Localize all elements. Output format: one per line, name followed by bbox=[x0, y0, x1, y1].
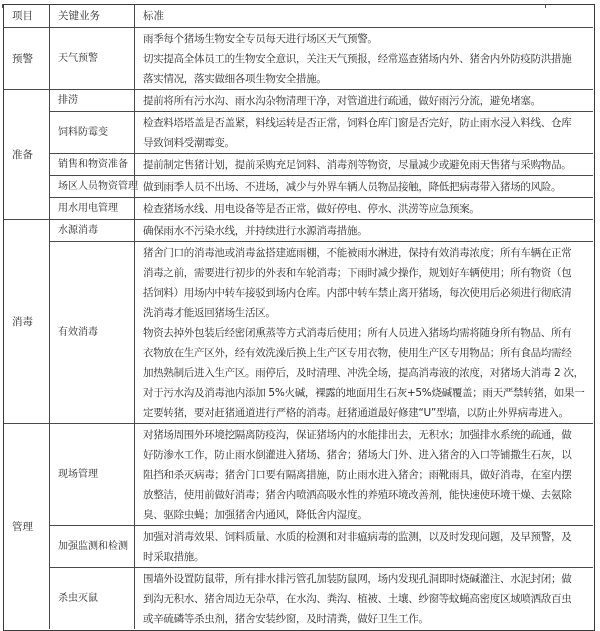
standard-cell bbox=[134, 111, 593, 153]
group-item-cell: 准备 bbox=[4, 89, 49, 219]
standard-cell bbox=[134, 241, 593, 423]
standard-text bbox=[143, 221, 587, 241]
standard-text bbox=[143, 113, 587, 153]
standard-line: 雨季每个猪场生物安全专员每天进行场区天气预警。 bbox=[143, 32, 378, 45]
business-cell: 有效消毒 bbox=[49, 241, 134, 423]
standard-line: 对猪场周围外环境挖隔离防疫沟，保证猪场内的水能排出去，无积水；加强排水系统的疏通，做 bbox=[143, 428, 572, 441]
business-cell: 现场管理 bbox=[49, 423, 134, 525]
standard-line: 时采取措施。 bbox=[143, 550, 205, 563]
standard-line: 或辛硫磷等杀虫剂，猪舍安装纱窗，及时清粪，做好卫生工作。 bbox=[143, 612, 429, 625]
standard-line: 导致饲料受潮霉变。 bbox=[143, 136, 235, 149]
header-item: 项目 bbox=[12, 10, 33, 22]
standard-text bbox=[143, 29, 587, 89]
business-cell: 水源消毒 bbox=[49, 219, 134, 241]
standard-line: 确保雨水不污染水线，并持续进行水源消毒措施。 bbox=[143, 224, 368, 237]
standard-text bbox=[143, 425, 587, 525]
standard-cell bbox=[134, 175, 593, 197]
standard-line: 检查料塔塔盖是否盖紧，料线运转是否正常，饲料仓库门窗是否完好，防止雨水浸入料线、仓库 bbox=[143, 116, 572, 129]
header-business: 关键业务 bbox=[49, 5, 134, 27]
standard-line: 括饲料）用场内中转车接驳到场内仓库。内部中转车禁止离开猪场，每次使用后必须进行彻底清 bbox=[143, 286, 572, 299]
standard-line: 衣物放在生产区外，经有效洗澡后换上生产区专用衣物，使用生产区专用物品；所有食品均需经 bbox=[143, 346, 572, 359]
standard-text bbox=[143, 527, 587, 567]
business-cell: 杀虫灭鼠 bbox=[49, 567, 134, 629]
standard-cell bbox=[134, 525, 593, 567]
standard-text bbox=[143, 243, 587, 423]
standard-line: 物资去掉外包装后经密闭熏蒸等方式消毒后使用；所有人员进入猪场均需将随身所有物品、所有 bbox=[143, 326, 572, 339]
standard-line: 阻挡和杀灭病毒；猪舍门口要有隔离措施，防止雨水进入猪舍；雨靴雨具，做好消毒，在室内摆 bbox=[143, 468, 572, 481]
group-item-cell: 消毒 bbox=[4, 219, 49, 423]
standard-line: 定要转猪，要对赶猪通道进行严格的消毒。赶猪通道最好修建“U”型墙，以防止外界病毒进入。 bbox=[143, 406, 569, 419]
standard-line: 放整洁，使用前做好消毒；猪舍内喷洒高吸水性的养殖环境改善剂，能快速使环境干燥、去氨除 bbox=[143, 488, 572, 501]
rainy-season-biosecurity-table bbox=[3, 4, 595, 631]
standard-line: 落实情况，落实做细各项生物安全措施。 bbox=[143, 72, 327, 85]
business-cell: 销售和物资准备 bbox=[49, 153, 134, 175]
standard-line: 加强对消毒效果、饲料质量、水质的检测和对非瘟病毒的监测，以及时发现问题，及早预警，及 bbox=[143, 530, 572, 543]
business-cell: 排涝 bbox=[49, 89, 134, 111]
group-item-cell: 管理 bbox=[4, 423, 49, 629]
business-cell: 用水用电管理 bbox=[49, 197, 134, 219]
standard-line: 消毒之前，需要进行初步的外表和车轮消毒；下雨时减少操作，规划好车辆使用；所有物资（包 bbox=[143, 266, 572, 279]
standard-cell bbox=[134, 197, 593, 219]
standard-text bbox=[143, 155, 587, 175]
standard-line: 加热熟制后进入生产区。雨停后，及时清理、冲洗全场，提高消毒液的浓度，对猪场大消毒 2 次， bbox=[143, 366, 584, 379]
standard-line: 提前将所有污水沟、雨水沟杂物清理干净，对管道进行疏通，做好雨污分流，避免堵塞。 bbox=[143, 94, 541, 107]
header-standard: 标准 bbox=[134, 5, 593, 27]
standard-line: 臭、驱除虫蝇；加强猪舍内通风，降低舍内湿度。 bbox=[143, 508, 368, 521]
business-cell: 场区人员物资管理 bbox=[49, 175, 134, 197]
standard-text bbox=[143, 91, 587, 111]
standard-text bbox=[143, 569, 587, 629]
standard-cell bbox=[134, 423, 593, 525]
standard-cell bbox=[134, 567, 593, 629]
standard-text bbox=[143, 199, 587, 219]
standard-line: 围墙外设置防鼠带，所有排水排污管孔加装防鼠网，场内发现孔洞即时烧碱灌注、水泥封闭；做 bbox=[143, 572, 572, 585]
standard-line: 到沟无积水、猪舍周边无杂草，在水沟、粪沟、植被、土壤、纱窗等蚊蝇高密度区域喷洒敌百虫 bbox=[143, 592, 572, 605]
standard-line: 检查猪场水线、用电设备等是否正常，做好停电、停水、洪涝等应急预案。 bbox=[143, 202, 480, 215]
standard-text bbox=[143, 177, 587, 197]
standard-line: 对于污水沟及消毒池内添加 5%火碱，裸露的地面用生石灰+5%烧碱覆盖；雨天严禁转猪，如果一 bbox=[143, 386, 585, 399]
standard-line: 提前制定售猪计划，提前采购充足饲料、消毒剂等物资，尽量减少或避免雨天售猪与采购物品。 bbox=[143, 158, 572, 171]
standard-line: 猪舍门口的消毒池或消毒盆搭建遮雨棚，不能被雨水淋进，保持有效消毒浓度；所有车辆在正常 bbox=[143, 246, 572, 259]
standard-line: 洗消毒才能返回猪场生活区。 bbox=[143, 306, 276, 319]
standard-line: 切实提高全体员工的生物安全意识，关注天气预报，经常巡查猪场内外、猪舍内外防疫防洪措施 bbox=[143, 52, 572, 65]
standard-cell bbox=[134, 89, 593, 111]
standard-line: 好防渗水工作，防止雨水倒灌进入猪场、猪舍；猪场大门外、进入猪舍的入口等铺撒生石灰，以 bbox=[143, 448, 572, 461]
business-cell: 加强监测和检测 bbox=[49, 525, 134, 567]
group-item-cell: 预警 bbox=[4, 27, 49, 89]
standard-cell bbox=[134, 27, 593, 89]
standard-line: 做到雨季人员不出场、不进场，减少与外界车辆人员物品接触，降低把病毒带入猪场的风险。 bbox=[143, 180, 562, 193]
standard-cell bbox=[134, 219, 593, 241]
business-cell: 饲料防霉变 bbox=[49, 111, 134, 153]
standard-cell bbox=[134, 153, 593, 175]
business-cell: 天气预警 bbox=[49, 27, 134, 89]
